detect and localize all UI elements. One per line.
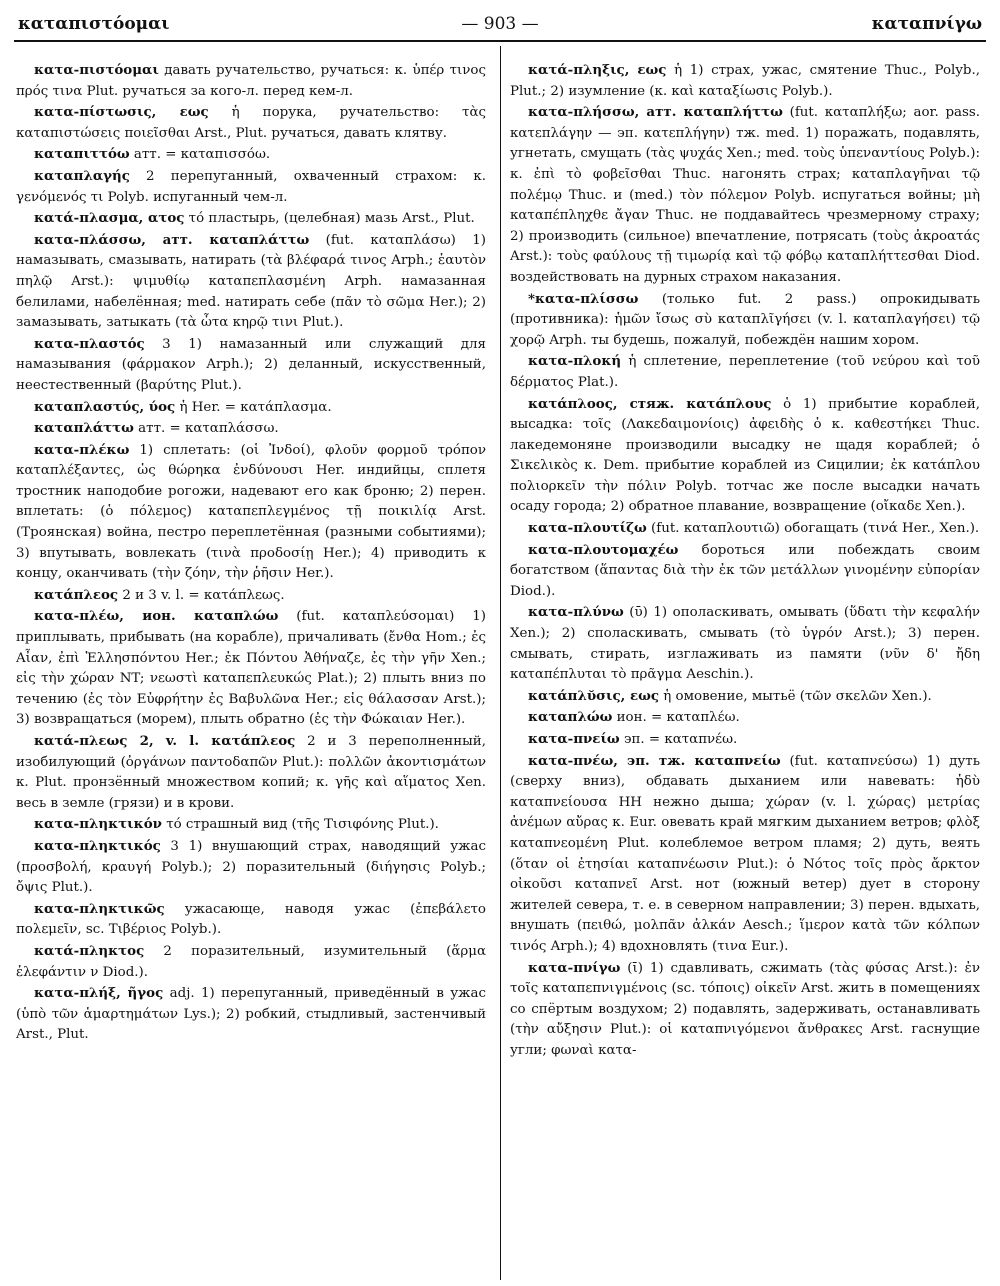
dictionary-entry	[16, 208, 486, 230]
entry-text: (ῡ) 1) ополаскивать, омывать (ὕδατι τὴν κεφαλήν Xen.); 2) споласкивать, смывать (τὸ ὑγρόν Arst.); 3) перен. смывать, стирать, изглаживать из памяти (νῦν δ' ἤδη καταπέπλυται τὸ πρᾶγμα Aeschin.).	[510, 605, 980, 683]
headword: κατα-πλαστός	[34, 335, 145, 352]
dictionary-entry	[510, 958, 980, 1062]
entry-text: τό пластырь, (целебная) мазь Arst., Plut.	[184, 211, 475, 227]
dictionary-entry	[510, 102, 980, 288]
dictionary-entry	[16, 166, 486, 208]
entry-text: эп. = καταπνέω.	[619, 732, 738, 747]
dictionary-entry	[16, 418, 486, 440]
dictionary-entry	[510, 351, 980, 393]
headword: κατα-πληκτικός	[34, 837, 161, 854]
entry-text: (ῑ) 1) сдавливать, сжимать (τὰς φύσας Arst.): ἐν τοῖς καταπεπνιγμένοις (sc. τόποις) οἰκεῖν Arst. жить в помещениях со спёртым воздухом; 2) подавлять, задерживать, останавливать (τὴν αὔξησιν Plut.): οἱ καταπνιγόμενοι ἄνθρακες Arst. гаснущие угли; φωναὶ κατα-	[510, 960, 980, 1058]
dictionary-entry	[510, 518, 980, 540]
dictionary-entry	[510, 602, 980, 685]
headword: κατα-πλέω, ион. καταπλώω	[34, 608, 279, 625]
entry-text: давать ручательство, ручаться: κ. ὑπέρ τινος πρός τινα Plut. ручаться за кого-л. перед кем-л.	[16, 63, 486, 99]
entry-text: атт. = καταπισσόω.	[129, 147, 271, 163]
headword: κατα-πλουτίζω	[528, 520, 647, 537]
entry-text: 2 поразительный, изумительный (ἅρμα ἐλεφάντιν ν Diod.).	[16, 943, 486, 980]
entry-text: бороться или побеждать своим богатством (ἅπαντας διὰ τὴν ἐκ τῶν μετάλλων γινομένην εὐπορίαν Diod.).	[510, 542, 980, 599]
headword: κατά-πληκτος	[34, 942, 145, 959]
dictionary-entry	[510, 729, 980, 751]
entry-text: adj. 1) перепуганный, приведённый в ужас (ὑπὸ τῶν ἁμαρτημάτων Lys.); 2) робкий, стыдливый, застенчивый Arst., Plut.	[16, 986, 486, 1043]
entry-text: (fut. καταπλουτιῶ) обогащать (τινά Her., Xen.).	[646, 521, 980, 537]
headword: κατα-πνέω, эп. тж. καταπνείω	[528, 752, 781, 769]
headword: κατά-πλασμα, ατος	[34, 210, 185, 227]
entry-text: 2 перепуганный, охваченный страхом: κ. γενόμενός τι Polyb. испуганный чем-л.	[16, 168, 486, 205]
headword: κατα-πλέκω	[34, 441, 130, 458]
entry-text: ἡ Her. = κατάπλασμα.	[175, 399, 332, 415]
dictionary-entry	[16, 397, 486, 419]
entry-text: τό страшный вид (τῆς Τισιφόνης Plut.).	[161, 817, 439, 833]
headword: κατάπλοος, стяж. κατάπλους	[528, 395, 772, 412]
headword: καταπλαγής	[34, 167, 130, 184]
entry-text: (fut. καταπλάσω) 1) намазывать, смазывать, натирать (τὰ βλέφαρά τινος Arph.; ἑαυτὸν πηλῷ Arst.): ψιμυθίῳ καταπεπλασμένη Arph. намазанная белилами, набелённая; med. натирать себе (πᾶν τὸ σῶμα Her.); 2) замазывать, затыкать (τὰ ὦτα κηρῷ τινι Plut.).	[16, 232, 486, 331]
entry-text: (fut. καταπνεύσω) 1) дуть (сверху вниз), обдавать дыханием или навевать: ἡδὺ καταπνείουσα HH нежно дыша; χώραν (v. l. χώρας) μετρίας ἀνέμων αὔρας κ. Eur. овевать край мягким дыханием ветров; φλὸξ καταπνεομένη Plut. колеблемое ветром пламя; 2) дуть, веять (ὅταν οἱ ἐτησίαι καταπνέωσιν Plut.): ὁ Νότος τοῖς πρὸς ἄρκτον οἰκοῦσι καταπνεῖ Arst. нот (южный ветер) дует в сторону жителей севера, т. е. в северном направлении; 3) перен. вдыхать, внушать (πειθώ, μολπᾶν ἀλκάν Aesch.; ἵμερον κατὰ τῶν κόλπων τινός Arph.); 4) вдохновлять (τινα Eur.).	[510, 753, 981, 954]
headword: κατα-πλοκή	[528, 353, 622, 370]
headword: κατα-πνίγω	[528, 959, 621, 976]
dictionary-entry	[16, 731, 486, 814]
right-column	[510, 60, 980, 1062]
dictionary-entry	[16, 941, 486, 983]
dictionary-entry	[510, 686, 980, 708]
headword: *κατα-πλίσσω	[528, 290, 639, 307]
dictionary-entry	[16, 606, 486, 731]
left-column	[16, 60, 486, 1046]
running-head-right: καταπνίγω	[871, 14, 982, 34]
headword: κατάπλῠσις, εως	[528, 687, 660, 704]
entry-text: атт. = καταπλάσσω.	[133, 421, 279, 437]
headword: καταπλώω	[528, 709, 613, 726]
headword: καταπιττόω	[34, 146, 130, 163]
dictionary-entry	[16, 440, 486, 585]
entry-text: (fut. καταπλεύσομαι) 1) приплывать, прибывать (на корабле), причаливать (ἔνθα Hom.; ἐς Αἶαν, ἐπὶ Ἑλλησπόντου Her.; ἐκ Πόντου Ἀθήναζε, ἐς τὴν γῆν Xen.; εἰς τὴν χώραν NT; νεωστὶ καταπεπλευκώς Plat.); 2) плыть вниз по течению (ἐς τὸν Εὐφρήτην ἐς Βαβυλῶνα Her.; εἰς θάλασσαν Arst.); 3) возвращаться (морем), плыть обратно (ἐς τὴν Φώκαιαν Her.).	[16, 609, 486, 728]
dictionary-entry	[16, 814, 486, 836]
headword: κατα-πλουτομαχέω	[528, 541, 679, 558]
entry-text: 2 и 3 переполненный, изобилующий (ὀργάνων παντοδαπῶν Plut.): πολλῶν ἀκοντισμάτων κ. Plut. пронзённый множеством копий; κ. γῆς καὶ αἵματος Xen. весь в земле (грязи) и в крови.	[16, 734, 486, 811]
entry-text: ἡ 1) страх, ужас, смятение Thuc., Polyb., Plut.; 2) изумление (κ. καὶ καταξίωσις Polyb.).	[510, 63, 980, 99]
headword: κατάπλεος	[34, 586, 119, 603]
dictionary-entry	[510, 289, 980, 352]
headword: κατα-πιστόομαι	[34, 62, 159, 78]
headword: κατα-πλάσσω, атт. καταπλάττω	[34, 231, 310, 248]
dictionary-entry	[16, 334, 486, 397]
headword: κατά-πληξις, εως	[528, 62, 667, 78]
dictionary-entry	[16, 144, 486, 166]
dictionary-entry	[510, 751, 980, 958]
column-divider	[500, 46, 501, 1280]
running-head-left: καταπιστόομαι	[18, 14, 170, 34]
dictionary-entry	[510, 707, 980, 729]
entry-text: (только fut. 2 pass.) опрокидывать (противника): ἡμῶν ἴσως σὺ καταπλῖγήσει (v. l. καταπλαγήσει) τῷ χορῷ Arph. ты будешь, пожалуй, побеждён нашим хором.	[510, 291, 980, 348]
entry-text: 1) сплетать: (οἱ Ἰνδοί), φλοῦν φορμοῦ τρόπον καταπλέξαντες, ὡς θώρηκα ἐνδύνουσι Her. индийцы, сплетя тростник наподобие рогожи, надевают его как броню; 2) перен. вплетать: (ὁ πόλεμος) καταπεπλεγμένος τῇ ποικιλίᾳ Arst. (Троянская) война, пестро переплетённая (разными событиями); 3) впутывать, вовлекать (τινὰ προδοσίῃ Her.); 4) приводить к концу, оканчивать (τὴν ζόην, τὴν ῥῆσιν Her.).	[16, 442, 486, 582]
headword: κατα-πνείω	[528, 731, 620, 747]
headword: καταπλαστύς, ύος	[34, 398, 176, 415]
page-number: — 903 —	[461, 14, 539, 34]
entry-text: ἡ сплетение, переплетение (τοῦ νεύρου καὶ τοῦ δέρματος Plat.).	[510, 354, 980, 390]
entry-text: ὁ 1) прибытие кораблей, высадка: τοῖς (Λακεδαιμονίοις) ἀφειδὴς ὁ κ. καθεστήκει Thuc. лакедемоняне производили высадку не щадя кораблей; ὁ Σικελικὸς κ. Dem. прибытие кораблей из Сицилии; ἐκ κατάπλου πολιορκεῖν τὴν πόλιν Polyb. тотчас же после высадки начать осаду города; 2) обратное плавание, возвращение (οἴκαδε Xen.).	[510, 396, 980, 515]
headword: κατά-πλεως 2, v. l. κατάπλεος	[34, 733, 296, 749]
dictionary-entry	[16, 585, 486, 607]
headword: κατα-πληκτικόν	[34, 816, 162, 833]
headword: καταπλάττω	[34, 420, 134, 437]
dictionary-entry	[16, 836, 486, 899]
dictionary-entry	[510, 60, 980, 102]
headword: κατα-πλύνω	[528, 604, 624, 621]
dictionary-entry	[510, 394, 980, 519]
headword: κατα-πλήξ, ῆγος	[34, 985, 164, 1002]
dictionary-entry	[16, 230, 486, 334]
header-rule	[14, 40, 986, 42]
entry-text: 2 и 3 v. l. = κατάπλεως.	[118, 587, 285, 603]
entry-text: (fut. καταπλήξω; aor. pass. κατεπλάγην — эп. κατεπλήγην) тж. med. 1) поражать, подавлять, угнетать, смущать (τὰς ψυχάς Xen.; med. τοὺς ὑπεναντίους Polyb.): κ. ἐπὶ τὸ φοβεῖσθαι Thuc. нагонять страх; καταπλαγῆναι τῷ πολέμῳ Thuc. и (med.) τὸν πόλεμον Polyb. испугаться войны; μὴ καταπέπληχθε ἄγαν Thuc. не поддавайтесь чрезмерному страху; 2) производить (сильное) впечатление, потрясать (τοὺς ἀκροατάς Arst.): τοὺς φαύλους τῇ τιμωρίᾳ καὶ τῷ φόβῳ καταπλήττεσθαι Diod. воздействовать на дурных страхом наказания.	[510, 105, 980, 285]
entry-text: ужасающе, наводя ужас (ἐπεβάλετο πολεμεῖν, sc. Τιβέριος Polyb.).	[16, 901, 486, 938]
headword: κατα-πίστωσις, εως	[34, 104, 209, 121]
dictionary-entry	[16, 102, 486, 144]
dictionary-entry	[16, 60, 486, 102]
dictionary-entry	[16, 983, 486, 1046]
headword: κατα-πληκτικῶς	[34, 900, 165, 917]
entry-text: 3 1) внушающий страх, наводящий ужас (προσβολή, κραυγή Polyb.); 2) поразительный (διήγησις Polyb.; ὄψις Plut.).	[16, 838, 486, 896]
page-header	[14, 8, 986, 38]
dictionary-entry	[510, 540, 980, 603]
headword: κατα-πλήσσω, атт. καταπλήττω	[528, 104, 783, 121]
entry-text: ἡ порука, ручательство: τὰς καταπιστώσεις ποιεῖσθαι Arst., Plut. ручаться, давать клятву.	[16, 105, 486, 141]
dictionary-entry	[16, 899, 486, 941]
entry-text: 3 1) намазанный или служащий для намазывания (φάρμακον Arph.); 2) деланный, искусственный, неестественный (βαρύτης Plut.).	[16, 336, 486, 393]
entry-text: ион. = καταπλέω.	[612, 710, 740, 726]
entry-text: ἡ омовение, мытьё (τῶν σκελῶν Xen.).	[659, 688, 932, 704]
